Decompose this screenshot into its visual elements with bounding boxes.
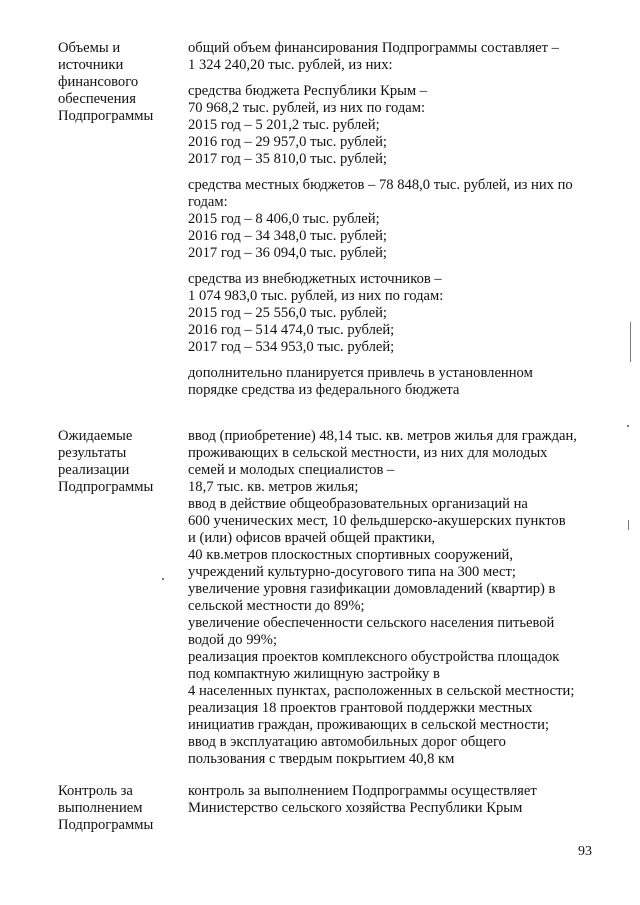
text-line: 2016 год – 514 474,0 тыс. рублей; <box>188 322 395 338</box>
label-line: результаты <box>58 445 127 461</box>
scan-mark <box>162 578 164 580</box>
text-line: 70 968,2 тыс. рублей, из них по годам: <box>188 100 426 116</box>
section-label <box>58 40 178 125</box>
text-line: общий объем финансирования Подпрограммы составляет – <box>188 40 559 56</box>
text-line: 2015 год – 25 556,0 тыс. рублей; <box>188 305 387 321</box>
text-line: 2017 год – 534 953,0 тыс. рублей; <box>188 339 395 355</box>
paragraph <box>188 783 618 817</box>
text-line: инициатив граждан, проживающих в сельской местности; <box>188 717 550 733</box>
text-line: сельской местности до 89%; <box>188 598 365 614</box>
text-line: водой до 99%; <box>188 632 278 648</box>
label-line: финансового <box>58 74 139 90</box>
text-line: средства бюджета Республики Крым – <box>188 83 428 99</box>
paragraph <box>188 271 618 356</box>
text-line: 2015 год – 5 201,2 тыс. рублей; <box>188 117 380 133</box>
scan-mark <box>627 425 629 427</box>
text-line: проживающих в сельской местности, из них для молодых <box>188 445 548 461</box>
text-line: контроль за выполнением Подпрограммы осуществляет <box>188 783 537 799</box>
text-line: реализация 18 проектов грантовой поддержки местных <box>188 700 533 716</box>
scan-mark <box>628 520 629 530</box>
text-line: 600 ученических мест, 10 фельдшерско-акушерских пунктов <box>188 513 566 529</box>
text-line: средства из внебюджетных источников – <box>188 271 442 287</box>
label-line: выполнением <box>58 800 143 816</box>
label-line: Подпрограммы <box>58 479 154 495</box>
paragraph <box>188 428 618 768</box>
text-line: ввод в эксплуатацию автомобильных дорог общего <box>188 734 506 750</box>
paragraph <box>188 40 618 74</box>
label-line: обеспечения <box>58 91 136 107</box>
text-line: увеличение уровня газификации домовладений (квартир) в <box>188 581 556 597</box>
text-line: увеличение обеспеченности сельского населения питьевой <box>188 615 555 631</box>
text-line: 1 074 983,0 тыс. рублей, из них по годам: <box>188 288 444 304</box>
text-line: годам: <box>188 194 228 210</box>
page-number: 93 <box>578 844 592 859</box>
text-line: под компактную жилищную застройку в <box>188 666 440 682</box>
section-content <box>188 428 618 777</box>
section-label <box>58 428 178 496</box>
label-line: Подпрограммы <box>58 817 154 833</box>
paragraph <box>188 365 618 399</box>
label-line: Контроль за <box>58 783 133 799</box>
label-line: Подпрограммы <box>58 108 154 124</box>
section-label <box>58 783 178 834</box>
text-line: ввод (приобретение) 48,14 тыс. кв. метров жилья для граждан, <box>188 428 577 444</box>
text-line: учреждений культурно-досугового типа на 300 мест; <box>188 564 516 580</box>
section-content <box>188 40 618 408</box>
text-line: 40 кв.метров плоскостных спортивных сооружений, <box>188 547 513 563</box>
label-line: источники <box>58 57 124 73</box>
label-line: Ожидаемые <box>58 428 133 444</box>
text-line: 2017 год – 35 810,0 тыс. рублей; <box>188 151 387 167</box>
scan-mark <box>630 322 631 362</box>
text-line: 2015 год – 8 406,0 тыс. рублей; <box>188 211 380 227</box>
label-line: Объемы и <box>58 40 121 56</box>
paragraph <box>188 83 618 168</box>
text-line: 2017 год – 36 094,0 тыс. рублей; <box>188 245 387 261</box>
text-line: 2016 год – 34 348,0 тыс. рублей; <box>188 228 387 244</box>
label-line: реализации <box>58 462 130 478</box>
text-line: 1 324 240,20 тыс. рублей, из них: <box>188 57 393 73</box>
section-content <box>188 783 618 826</box>
text-line: 4 населенных пунктах, расположенных в сельской местности; <box>188 683 575 699</box>
text-line: 2016 год – 29 957,0 тыс. рублей; <box>188 134 387 150</box>
text-line: ввод в действие общеобразовательных организаций на <box>188 496 528 512</box>
text-line: 18,7 тыс. кв. метров жилья; <box>188 479 359 495</box>
text-line: дополнительно планируется привлечь в установленном <box>188 365 533 381</box>
text-line: семей и молодых специалистов – <box>188 462 395 478</box>
text-line: и (или) офисов врачей общей практики, <box>188 530 436 546</box>
text-line: реализация проектов комплексного обустройства площадок <box>188 649 560 665</box>
text-line: порядке средства из федерального бюджета <box>188 382 460 398</box>
text-line: Министерство сельского хозяйства Республики Крым <box>188 800 523 816</box>
text-line: пользования с твердым покрытием 40,8 км <box>188 751 455 767</box>
text-line: средства местных бюджетов – 78 848,0 тыс. рублей, из них по <box>188 177 573 193</box>
paragraph <box>188 177 618 262</box>
